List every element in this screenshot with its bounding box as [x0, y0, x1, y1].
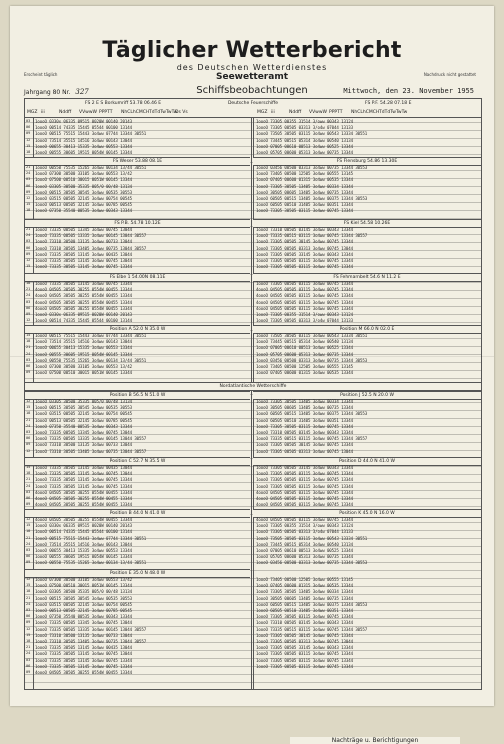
table-row: 1oooO 73335 30505 13145 3o4ww 00435 13044 — [35, 465, 132, 470]
table-row: 1oooO 73305 00355 31514 3/oww 00343 13124 — [256, 119, 353, 124]
table-row: 1oooO 73335 30505 13145 3o4ww 00745 13344 — [35, 264, 132, 270]
table-row: 4oooO 04505 30505 30255 0554W 00455 13344 — [35, 496, 132, 501]
station-label: Position D 44.0 N 41.0 W — [253, 457, 481, 466]
table-row: 1oooO 73305 00505 30145 3o4ww 00745 13344 — [256, 442, 353, 448]
column-head: PPPTT — [99, 110, 113, 115]
table-row: 1oooO 07350 35540 00535 3o4ww 00343 13344 — [35, 614, 132, 620]
row-time: 24 — [26, 651, 31, 656]
column-head: VVwwW — [309, 110, 327, 115]
table-row: 1oooO 07300 30500 33105 3o4ww 00553 13/42 — [35, 577, 132, 582]
table-row: 1oooO 73335 30505 13145 3o4ww 00745 13044 — [35, 651, 132, 657]
column-head: MGZ — [27, 110, 38, 115]
table-row: 1oooO 00550 75535 15265 3o4ww 00134 13/44 30551 — [35, 165, 147, 170]
table-row: 1oooO 07500 00510 30015 0051W 00145 13344 — [35, 177, 132, 183]
row-time: 09 — [26, 670, 31, 674]
table-row: 4oooO 04505 30505 30255 0554W 00455 13344 — [35, 299, 132, 305]
station-label: Position A 52.0 N 35.0 W — [25, 325, 250, 334]
table-row: 1oooO 00515 30505 30545 3o4ww 00535 30553 — [35, 189, 132, 195]
table-row: 4oooO 04505 00505 03115 3o4ww 00745 13344 — [256, 299, 353, 305]
table-row: 1oooO 73335 00505 13345 3o4ww 00745 13044 — [35, 620, 132, 626]
table-row: 1oooO 73310 00505 03145 3o4ww 00343 13344 — [256, 227, 353, 232]
table-row: 1oooO 00515 75515 15443 3o4ww 07744 13344 30551 — [35, 131, 147, 137]
table-row: 4oooO 04505 00505 03115 3o4ww 00745 13344 — [256, 293, 353, 299]
table-row: 1oooO 00555 30605 19515 0054W 00145 13344 — [35, 554, 132, 560]
table-row: 1oooO 07405 00600 01315 3o4ww 00535 13344 — [256, 370, 353, 376]
row-time: 24 — [26, 351, 31, 356]
table-row: 1oooO 73335 30505 13145 3o4ww 00745 13344 — [35, 483, 132, 489]
row-time: 12 — [26, 626, 31, 631]
table-row: 1oooO 73310 00505 03145 3o4ww 00343 13344 — [256, 620, 353, 626]
table-row: 1oooO 73335 30505 13145 3o4ww 00745 13044 — [35, 471, 132, 477]
column-head: NhCLhCMCH — [121, 110, 150, 115]
center-strip: Nordatlantische Wetterschiffe — [25, 382, 481, 391]
row-time: 03 — [26, 357, 31, 362]
row-time: 09 — [26, 620, 31, 625]
table-row: 1oooO 00655 30413 15335 3o4ww 00553 13344 — [35, 345, 132, 351]
section-title: Schiffsbeobachtungen — [196, 85, 308, 96]
page-title: Täglicher Wetterbericht — [102, 38, 402, 63]
row-time: 21 — [26, 345, 31, 350]
row-time: 21 — [26, 165, 31, 169]
row-time: 24 — [26, 233, 31, 238]
row-time: 03 — [26, 430, 31, 434]
station-label: Position C 52.7 N 35.5 W — [25, 457, 250, 466]
table-row: 1oooO 73305 30505 13405 3o4ww 00334 13344 — [256, 399, 353, 404]
table-row: 1oooO 03305 30500 35335 005/0 00/48 13134 — [35, 589, 132, 595]
table-row: 1oooO 73310 30505 13405 3o4ww 00735 13044 30557 — [35, 448, 147, 454]
table-row: 1oooO 73305 00505 30145 3o4ww 00745 13344 — [256, 632, 353, 638]
table-row: 1oooO 73305 00505 33145 3o4ww 00343 13344 — [256, 465, 353, 470]
row-time: 18 — [26, 529, 31, 534]
row-time: 24 — [26, 483, 31, 488]
column-head: MGZ — [257, 110, 268, 115]
table-row: 4oooO 04505 30505 30255 0554W 00455 13344 — [35, 489, 132, 495]
table-row: 1oooO 73405 00500 12505 3o4ww 00555 13145 — [256, 171, 353, 177]
table-row: 1oooO 73310 30505 13405 3o4ww 00735 13044 30557 — [35, 639, 147, 644]
table-row: 1oooO 73335 30505 13145 3o4ww 00745 13344 — [35, 657, 132, 663]
table-row: 1oooO 30505 00605 13405 3o4ww 00735 13344 — [256, 405, 353, 411]
table-row: 1oooO 60505 00515 13405 3o4ww 00375 13344 30553 — [256, 601, 368, 607]
row-time: 15 — [26, 405, 31, 410]
table-row: 1oooO 73305 00505 30145 3o4ww 00745 13344 — [256, 239, 353, 245]
column-head: Nddff — [59, 110, 72, 115]
row-time: 15 — [26, 583, 31, 588]
station-label: FS Fehmarnbelt 54.6 N 11.2 E — [253, 273, 481, 282]
table-row: 1oooO 03515 00505 32145 3o4ww 00754 00545 — [35, 411, 132, 417]
table-row: 1oooO 00655 30413 15335 3o4ww 00553 13344 — [35, 143, 132, 149]
table-row: 1oooO 73335 00505 13335 3o4ww 00145 13044 30557 — [35, 233, 147, 239]
table-row: 1oooO 07005 00610 00513 3o4ww 00525 13344 — [256, 548, 353, 553]
column-head: TdTdTwTwTw — [149, 110, 178, 115]
corrections-label: Nachträge u. Berichtigungen — [290, 737, 460, 744]
table-row: 4oooO 04505 00505 03115 3o4ww 00745 13344 — [256, 287, 353, 293]
row-time: 09 — [26, 189, 31, 194]
table-row: 1oooO 73305 00505 03313 3/o4w 07044 13133 — [256, 529, 353, 535]
row-time: 06 — [26, 663, 31, 668]
row-time: 15 — [26, 202, 31, 207]
station-label: Position E 35.0 N 48.0 W — [25, 569, 250, 578]
table-row: 1oooO 07500 00510 30015 0051W 00145 13344 — [35, 370, 132, 376]
row-time: 09 — [26, 560, 31, 565]
row-time: 18 — [26, 411, 31, 416]
table-row: 1oooO 60505 00510 31405 3o4ww 00351 13344 — [256, 202, 353, 208]
table-row: 1oooO 73335 30505 13145 3o4ww 00435 13044 — [35, 251, 132, 257]
table-row: 1oooO 00555 30605 19515 0054W 00145 13344 — [35, 351, 132, 357]
row-time: 21 — [26, 595, 31, 600]
table-row: 1oooO 00550 75535 15265 3o4ww 00134 13/44 30551 — [35, 560, 147, 566]
table-row: 1oooO 30505 00605 13405 3o4ww 00735 13344 — [256, 595, 353, 601]
station-label: Position B 44.0 N 41.0 W — [25, 509, 250, 518]
row-time: 03 — [26, 239, 31, 244]
table-row: 1oooO 73445 00515 05314 3o4ww 00540 13134 — [256, 339, 353, 345]
table-row: 1oooO 73505 30505 03115 3o4ww 00543 13334 30551 — [256, 535, 368, 541]
table-row: 1oooO 05705 00600 05313 3o4ww 00735 13344 — [256, 351, 353, 357]
table-row: 1oooO 00550 75535 15265 3o4ww 00134 13/44 30551 — [35, 357, 147, 363]
table-row: 4oooO 04505 30505 30255 0554W 00455 13344 — [35, 287, 132, 293]
column-divider — [251, 99, 252, 689]
table-row: 1oooO 73305 00505 03313 3o4ww 00745 13044 — [256, 639, 353, 644]
row-time: 21 — [26, 227, 31, 231]
publication-note: Erscheint täglich — [24, 72, 58, 77]
table-row: 1oooO 73335 30505 13145 3o4ww 00745 13044 — [35, 258, 132, 263]
table-row: 1oooO 03456 00500 03313 3o4ww 00735 13344 30553 — [256, 560, 368, 566]
top-left-station: FS 2 E S Borkumriff 53.78 06.46 E — [85, 101, 162, 106]
table-row: 1oooO 73445 00515 05314 3o4ww 00540 13134 — [256, 137, 353, 143]
row-time: 06 — [26, 496, 31, 500]
top-center-label: Deutsche Feuerschiffe — [227, 101, 279, 106]
station-label: Position J 52.5 N 20.0 W — [253, 391, 481, 400]
row-time: 06 — [26, 436, 31, 441]
table-row: 1oooO 73305 00505 03115 3o4ww 00745 13344 — [256, 657, 353, 663]
station-label: FS Weser 53.88 08.1E — [25, 157, 250, 166]
table-row: 1oooO 07300 30500 33105 3o4ww 00553 13/42 — [35, 171, 132, 177]
row-time: 15 — [26, 264, 31, 269]
table-row: 1oooO 73305 30505 03115 3o4ww 00745 13344 — [256, 614, 353, 620]
table-row: 1oooO 07300 30500 33105 3o4ww 00553 13/42 — [35, 364, 132, 369]
station-label: Position M 66.0 N 02.0 E — [253, 325, 481, 334]
table-row: 1oooO 73335 00505 13345 3o4ww 00745 13044 — [35, 227, 132, 232]
table-row: 1oooO 73305 30505 13405 3o4ww 00334 13344 — [256, 183, 353, 189]
row-time: 12 — [26, 448, 31, 453]
row-time: 15 — [26, 465, 31, 469]
row-time: 03 — [26, 489, 31, 494]
table-row: 1oooO 73514 35515 14516 3o4ww 00143 13044 — [35, 137, 132, 143]
row-time: 12 — [26, 318, 31, 323]
paper-fold — [10, 356, 494, 357]
table-row: 1oooO 73310 00505 03145 3o4ww 00343 13344 — [256, 430, 353, 435]
table-row: 1oooO 73505 30505 03115 3o4ww 00543 13334 30551 — [256, 333, 368, 338]
table-row: 4oooO 04505 30505 30255 0554W 00455 13344 — [35, 502, 132, 508]
table-row: 1oooO 03305 30500 35335 005/0 00/48 13134 — [35, 399, 132, 404]
table-row: 1oooO 00655 30413 15335 3o4ww 00553 13344 — [35, 548, 132, 553]
table-row: 1oooO 07350 35540 00535 3o4ww 00343 13344 — [35, 423, 132, 429]
table-row: 1oooO 73305 00505 03115 3o4ww 00745 13344 — [256, 483, 353, 489]
table-row: 1oooO 73335 30505 13145 3o4ww 00745 13344 — [35, 663, 132, 669]
table-row: 1oooO 60505 00510 31405 3o4ww 00351 13344 — [256, 608, 353, 613]
observation-table — [24, 98, 482, 744]
table-row: 1oooO 73310 30500 13135 3o4ww 00733 13044 — [35, 239, 132, 245]
table-row: 4oooO 04505 00505 03115 3o4ww 00745 13344 — [256, 517, 353, 522]
row-time: 15 — [26, 523, 31, 528]
column-header-row — [25, 108, 481, 118]
row-time: 03 — [26, 657, 31, 662]
station-label: FS Kiel 54.58 10.26E — [253, 219, 481, 228]
row-time: 12 — [26, 258, 31, 262]
table-row: 1oooO 73335 00515 03115 3o4ww 00745 13344 30557 — [256, 233, 368, 239]
row-time: 12 — [26, 196, 31, 200]
column-head: Ds Vs — [175, 110, 188, 115]
table-row: 4oooO 04505 00505 03115 3o4ww 00745 13344 — [256, 502, 353, 508]
column-head: Nddff — [289, 110, 302, 115]
table-row: 1oooO 73305 00505 33145 3o4ww 00343 13344 — [256, 645, 353, 651]
row-time: 06 — [26, 364, 31, 368]
table-row: 1oooO 00513 00505 32145 3o4ww 00785 00545 — [35, 417, 132, 423]
table-row: 1oooO 73335 00505 13345 3o4ww 00745 13044 — [35, 430, 132, 435]
row-time: 06 — [26, 614, 31, 619]
table-row: 1oooO 73305 00505 03115 3o4ww 00745 13344 — [256, 264, 353, 270]
row-time: 24 — [26, 293, 31, 298]
row-time: 06 — [26, 125, 31, 130]
row-time: 03 — [26, 119, 31, 123]
row-time: 09 — [26, 502, 31, 507]
table-row: 4oooO 04505 30505 30255 0554W 00455 13344 — [35, 670, 132, 675]
table-row: 1oooO 00515 75515 15443 3o4ww 07744 13344 30551 — [35, 535, 147, 541]
table-row: 1oooO 73305 00505 03313 3o4ww 00745 13044 — [256, 245, 353, 251]
table-row: 4oooO 04505 00505 03115 3o4ww 00745 13344 — [256, 489, 353, 495]
row-time: 03 — [26, 177, 31, 182]
row-time: 06 — [26, 554, 31, 559]
table-row: 1oooO 00513 00505 32145 3o4ww 00785 00545 — [35, 202, 132, 208]
row-time: 09 — [26, 312, 31, 316]
table-row: 1oooO 73514 35515 14516 3o4ww 00143 13044 — [35, 541, 132, 547]
table-row: 1oooO 05705 00600 05313 3o4ww 00735 13344 — [256, 150, 353, 155]
table-row: 1oooO 30505 00605 13405 3o4ww 00735 13344 — [256, 189, 353, 195]
row-time: 15 — [26, 632, 31, 637]
table-row: 1oooO 73335 00515 03115 3o4ww 00745 13344 30557 — [256, 436, 368, 442]
table-row: 1oooO 0330x 06335 09515 0020W 00140 20143 — [35, 119, 132, 124]
table-row: 4oooO 04505 30505 30255 0554W 00455 13344 — [35, 293, 132, 299]
page-subtitle: des Deutschen Wetterdienstes — [176, 63, 328, 72]
table-row: 1oooO 03456 00500 03313 3o4ww 00735 13344 30553 — [256, 165, 368, 170]
table-row: 1oooO 73445 00515 05314 3o4ww 00540 13134 — [256, 541, 353, 547]
row-time: 24 — [26, 601, 31, 606]
row-time: 18 — [26, 471, 31, 476]
row-time: 18 — [26, 589, 31, 594]
table-row: 1oooO 73335 00505 13335 3o4ww 00145 13044 30557 — [35, 626, 147, 632]
row-time: 12 — [26, 577, 31, 581]
row-time: 21 — [26, 477, 31, 482]
table-row: 1oooO 00515 30505 30545 3o4ww 00535 30553 — [35, 595, 132, 601]
column-head: PPPTT — [329, 110, 343, 115]
row-time: 09 — [26, 251, 31, 256]
weather-report-page — [10, 6, 494, 744]
table-row: 1oooO 07350 35540 00535 3o4ww 00343 13344 — [35, 208, 132, 214]
table-row: 4oooO 04505 00505 03115 3o4ww 00745 13344 — [256, 305, 353, 311]
table-row: 1oooO 07005 00610 00513 3o4ww 00525 13344 — [256, 143, 353, 149]
row-time: 06 — [26, 183, 31, 188]
column-head: NhCLhCMCH — [351, 110, 380, 115]
table-row: 1oooO 00514 74335 15445 05544 00100 13144 — [35, 125, 132, 131]
row-time: 21 — [26, 417, 31, 422]
table-row: 1oooO 07500 00510 30015 0051W 00145 13344 — [35, 583, 132, 589]
report-date: Mittwoch, den 23. November 1955 — [343, 87, 474, 95]
table-row: 1oooO 73505 30505 03115 3o4ww 00543 13334 30551 — [256, 131, 368, 137]
table-row: 1oooO 73305 30505 03115 3o4ww 00745 13344 — [256, 423, 353, 429]
table-row: 1oooO 73305 30505 03115 3o4ww 00745 13344 — [256, 208, 353, 214]
table-row: 1oooO 73310 30505 13405 3o4ww 00735 13044 30557 — [35, 245, 147, 251]
table-row: 1oooO 00555 30605 19515 0054W 00145 13344 — [35, 150, 132, 155]
table-row: 1oooO 73305 00505 03115 3o4ww 00745 13344 — [256, 281, 353, 286]
agency-name: Seewetteramt — [215, 72, 288, 82]
table-row: 1oooO 07005 00610 00513 3o4ww 00525 13344 — [256, 345, 353, 351]
row-time: 18 — [26, 150, 31, 154]
table-row: 1oooO 73305 00505 03313 3/o4w 07044 13133 — [256, 125, 353, 131]
row-time: 06 — [26, 245, 31, 250]
row-time: 15 — [26, 143, 31, 148]
column-head: iii — [271, 110, 275, 115]
table-row: 1oooO 03515 00505 32145 3o4ww 00754 00545 — [35, 196, 132, 201]
table-row: 1oooO 73305 00505 03313 3/o4w 07044 13133 — [256, 318, 353, 324]
row-time: 21 — [26, 535, 31, 540]
table-row: 1oooO 73305 00355 31514 3/oww 00343 13124 — [256, 312, 353, 317]
row-time: 21 — [26, 645, 31, 650]
volume-label: Jahrgang 80 Nr. — [24, 89, 71, 96]
row-time: 18 — [26, 339, 31, 344]
row-time: 09 — [26, 442, 31, 447]
table-row: 4oooO 04505 30505 30255 0554W 00455 13344 — [35, 517, 132, 522]
row-time: 09 — [26, 370, 31, 375]
table-row: 1oooO 73305 00505 03115 3o4ww 00745 13344 — [256, 477, 353, 483]
row-time: 18 — [26, 208, 31, 213]
station-label: FS Flensburg 54.86 13.30E — [253, 157, 481, 166]
copyright-note: Nachdruck nicht gestattet — [423, 72, 476, 77]
table-row: 1oooO 73335 30505 13145 3o4ww 00435 13044 — [35, 645, 132, 651]
table-row: 1oooO 73305 00355 31514 3/oww 00343 13124 — [256, 523, 353, 529]
table-row: 1oooO 73305 00505 03115 3o4ww 00745 13344 — [256, 651, 353, 657]
table-row: 1oooO 73335 30505 13145 3o4ww 00745 13344 — [35, 477, 132, 483]
station-label: Position B 56.5 N 51.0 W — [25, 391, 250, 400]
table-row: 1oooO 73405 00500 12505 3o4ww 00555 13145 — [256, 577, 353, 582]
row-time: 06 — [26, 305, 31, 310]
station-label: Position K 45.0 N 16.0 W — [253, 509, 481, 518]
table-row: 4oooO 04505 30505 30255 0554W 00455 13344 — [35, 305, 132, 311]
table-row: 1oooO 73335 30505 13145 3o4ww 00745 13344 — [35, 281, 132, 286]
table-row: 1oooO 73310 30500 13135 3o4ww 00733 13044 — [35, 632, 132, 638]
table-row: 1oooO 73514 35515 14516 3o4ww 00143 13044 — [35, 339, 132, 345]
row-time: 24 — [26, 171, 31, 176]
volume-number: 327 — [75, 88, 89, 96]
row-time: 18 — [26, 639, 31, 643]
table-row: 1oooO 60505 00515 13405 3o4ww 00375 13344 30553 — [256, 196, 368, 201]
column-head: TdTdTwTwTw — [379, 110, 408, 115]
column-head: VVwwW — [79, 110, 97, 115]
table-row: 1oooO 0330x 06335 09515 0020W 00140 20143 — [35, 523, 132, 529]
table-row: 4oooO 04505 00505 03115 3o4ww 00745 13344 — [256, 496, 353, 501]
table-row: 1oooO 60505 00515 13405 3o4ww 00375 13344 30553 — [256, 411, 368, 417]
table-row: 1oooO 73305 30505 13405 3o4ww 00334 13344 — [256, 589, 353, 595]
table-row: 1oooO 73305 00505 33145 3o4ww 00343 13344 — [256, 251, 353, 257]
table-row: 1oooO 03305 30500 35335 005/0 00/48 13134 — [35, 183, 132, 189]
table-row: 1oooO 73405 00500 12505 3o4ww 00555 13145 — [256, 364, 353, 369]
row-time: 12 — [26, 517, 31, 521]
top-right-station: FS P.F. 54.28 07.18 E — [365, 101, 412, 106]
row-time: 24 — [26, 541, 31, 546]
row-time: 03 — [26, 548, 31, 552]
row-time: 09 — [26, 131, 31, 136]
row-time: 12 — [26, 137, 31, 142]
table-row: 1oooO 03515 00505 32145 3o4ww 00754 00545 — [35, 601, 132, 607]
table-row: 1oooO 60505 00510 31405 3o4ww 00351 13344 — [256, 417, 353, 423]
row-time: 03 — [26, 299, 31, 304]
table-row: 1oooO 73305 00505 03115 3o4ww 00745 13344 — [256, 258, 353, 263]
table-row: 1oooO 03456 00500 03313 3o4ww 00735 13344 30553 — [256, 357, 368, 363]
table-row: 1oooO 05705 00600 05313 3o4ww 00735 13344 — [256, 554, 353, 560]
station-label: FS Elbe 1 54.00N 08.11E — [25, 273, 250, 282]
table-row: 1oooO 73305 00505 03115 3o4ww 00745 13344 — [256, 663, 353, 669]
table-row: 1oooO 00514 74335 15445 05544 00100 13144 — [35, 529, 132, 535]
row-time: 21 — [26, 287, 31, 292]
table-row: 1oooO 07405 00600 01315 3o4ww 00535 13344 — [256, 583, 353, 589]
table-row: 1oooO 73305 00505 03313 3o4ww 00745 13044 — [256, 448, 353, 454]
table-row: 1oooO 00515 75515 15443 3o4ww 07744 13344 30551 — [35, 333, 147, 338]
row-time: 18 — [26, 281, 31, 285]
table-row: 1oooO 00515 30505 30545 3o4ww 00535 30553 — [35, 405, 132, 411]
table-row: 1oooO 07405 00600 01315 3o4ww 00535 13344 — [256, 177, 353, 183]
row-time: 24 — [26, 423, 31, 428]
row-time: 03 — [26, 608, 31, 612]
table-row: 1oooO 00514 74335 15445 05544 00100 13144 — [35, 318, 132, 324]
table-row: 1oooO 73335 00515 03115 3o4ww 00745 13344 30557 — [256, 626, 368, 632]
row-time: 15 — [26, 333, 31, 337]
table-row: 1oooO 73305 00505 03115 3o4ww 00745 13344 — [256, 471, 353, 477]
table-row: 1oooO 00513 00505 32145 3o4ww 00785 00545 — [35, 608, 132, 613]
row-time: 12 — [26, 399, 31, 403]
table-row: 1oooO 73335 00505 13335 3o4ww 00145 13044 30557 — [35, 436, 147, 442]
table-row: 1oooO 73310 30500 13135 3o4ww 00733 13044 — [35, 442, 132, 448]
column-head: iii — [41, 110, 45, 115]
table-row: 1oooO 0330x 06335 09515 0020W 00140 20143 — [35, 312, 132, 317]
station-label: FS P.B. 54.78 10.12E — [25, 219, 250, 228]
